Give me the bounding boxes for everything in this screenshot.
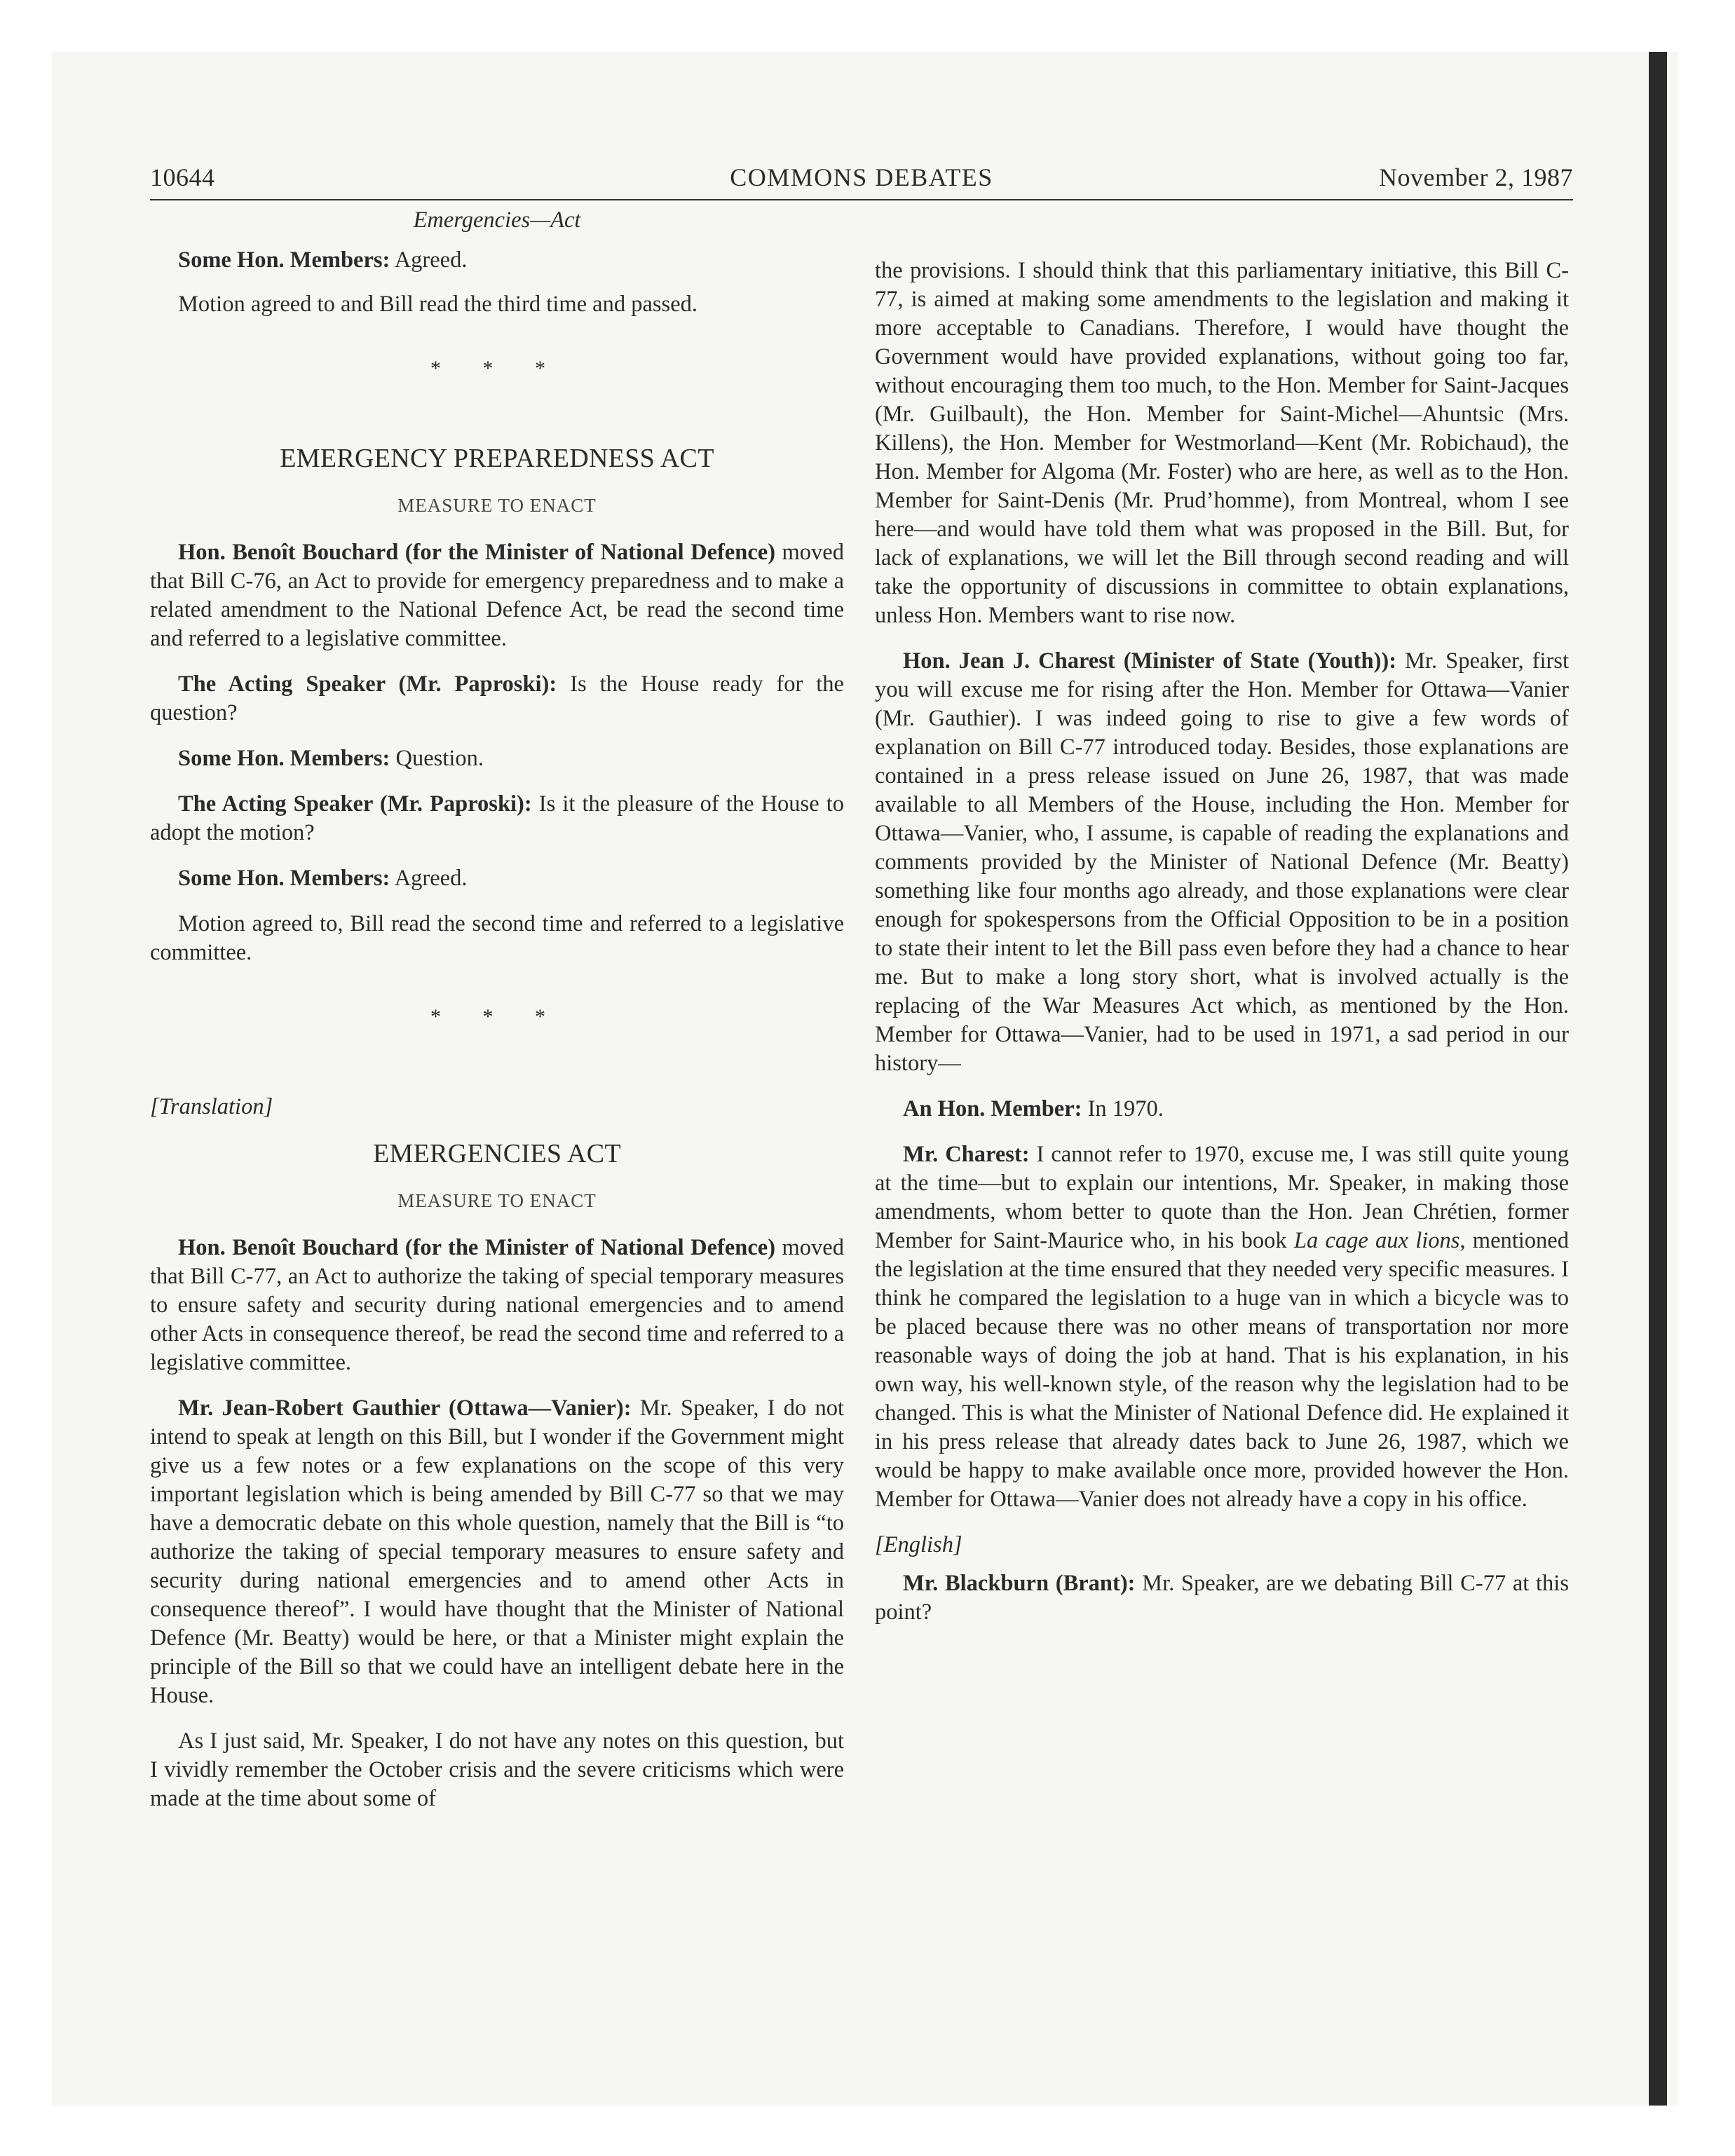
speech-text: moved that Bill C-76, an Act to provide for emergency preparedness and to make a related amendment to the National Defence Act, be read the second time and referred to a legislative committee. — [150, 540, 844, 651]
speaker-name: An Hon. Member: — [903, 1096, 1082, 1121]
paragraph: Motion agreed to, Bill read the second time and referred to a legislative committee. — [150, 911, 844, 965]
running-head: Emergencies—Act — [413, 207, 581, 233]
paragraph — [150, 744, 844, 773]
section-subheading: MEASURE TO ENACT — [397, 495, 597, 516]
language-marker: [English] — [875, 1532, 962, 1557]
speaker-name: The Acting Speaker (Mr. Paproski): — [178, 671, 557, 697]
section-subheading: MEASURE TO ENACT — [397, 1190, 597, 1211]
paragraph: the provisions. I should think that this parliamentary initiative, this Bill C-77, is aimed at making some amendments to the legislation and making it more acceptable to Canadians. Therefore, I would have thought the Government would have provided explanations, without going too far, without encouraging them too much, to the Hon. Member for Saint-Jacques (Mr. Guilbault), the Hon. Member for Saint-Michel—Ahuntsic (Mrs. Killens), the Hon. Member for Westmorland—Kent (Mr. Robichaud), the Hon. Member for Algoma (Mr. Foster) who are here, as well as to the Hon. Member for Saint-Denis (Mr. Prud’homme), from Montreal, whom I see here—and would have told them what was proposed in the Bill. But, for lack of explanations, we will let the Bill through second reading and will take the opportunity of discussions in committee to obtain explanations, unless Hon. Members want to rise now. — [875, 258, 1569, 628]
language-marker: [Translation] — [150, 1094, 273, 1119]
left-column — [150, 206, 844, 1830]
speaker-name: Some Hon. Members: — [178, 746, 390, 771]
speaker-name: Some Hon. Members: — [178, 247, 390, 273]
paragraph — [150, 1394, 844, 1710]
speech-text: Mr. Speaker, are we debating Bill C-77 at this point? — [875, 1571, 1569, 1625]
speaker-name: Mr. Jean-Robert Gauthier (Ottawa—Vanier): — [178, 1396, 632, 1421]
paragraph — [875, 647, 1569, 1078]
right-column — [875, 257, 1569, 1644]
page-header — [150, 163, 1573, 200]
paragraph — [150, 790, 844, 847]
section-heading: EMERGENCIES ACT — [373, 1139, 621, 1168]
speaker-name: Hon. Benoît Bouchard (for the Minister of National Defence) — [178, 1235, 776, 1260]
speech-text: Agreed. — [390, 247, 468, 273]
hansard-page — [150, 163, 1573, 1811]
paragraph — [150, 246, 844, 275]
speech-text: Is the House ready for the question? — [150, 671, 844, 725]
paragraph: As I just said, Mr. Speaker, I do not have any notes on this question, but I vividly remember the October crisis and the severe criticisms which were made at the time about some of — [150, 1728, 844, 1811]
speaker-name: Mr. Blackburn (Brant): — [903, 1571, 1136, 1596]
speaker-name: Mr. Charest: — [903, 1142, 1030, 1167]
speech-text: Agreed. — [390, 866, 468, 891]
paragraph — [875, 1569, 1569, 1627]
speech-text: Mr. Speaker, first you will excuse me for rising after the Hon. Member for Ottawa—Vanier (Mr. Gauthier). I was indeed going to rise to give a few words of explanation on Bill C-77 introduced today. Besides, those explanations are contained in a press release issued on June 26, 1987, that was made available to all Members of the House, including the Hon. Member for Ottawa—Vanier, who, I assume, is capable of reading the explanations and comments provided by the Minister of National Defence (Mr. Beatty) something like four months ago already, and those explanations were clear enough for spokespersons from the Official Opposition to be in a position to state their intent to let the Bill pass even before they had a chance to hear me. But to make a long story short, what is involved actually is the replacing of the War Measures Act which, as mentioned by the Hon. Member for Ottawa—Vanier, had to be used in 1971, a sad period in our history— — [875, 648, 1569, 1076]
section-separator: * * * — [430, 357, 564, 380]
section-separator: * * * — [430, 1005, 564, 1028]
speech-text: Mr. Speaker, I do not intend to speak at length on this Bill, but I wonder if the Government might give us a few notes or a few explanations on the scope of this very important legislation which is being amended by Bill C-77 so that we may have a democratic debate on this whole question, namely that the Bill is “to authorize the taking of special temporary measures to ensure safety and security during national emergencies and to amend other Acts in consequence thereof”. I would have thought that the Minister of National Defence (Mr. Beatty) would be here, or that a Minister might explain the principle of the Bill so that we could have an intelligent debate here in the House. — [150, 1396, 844, 1708]
scan-edge-shadow — [1649, 52, 1667, 2106]
speech-text: , mentioned the legislation at the time ensured that they needed very specific measures. I think he compared the legislation to a huge van in which a bicycle was to be placed because there was no other means of transportation nor more reasonable ways of doing the job at hand. That is his explanation, in his own way, his well-known style, of the reason why the legislation had to be changed. This is what the Minister of National Defence did. He explained it in his press release that already dates back to June 26, 1987, which we would be happy to make available once more, provided however the Hon. Member for Ottawa—Vanier does not already have a copy in his office. — [875, 1228, 1569, 1512]
page-date: November 2, 1987 — [1379, 163, 1573, 191]
section-heading: EMERGENCY PREPAREDNESS ACT — [280, 444, 714, 473]
speaker-name: Hon. Jean J. Charest (Minister of State (Youth)): — [903, 648, 1397, 674]
speaker-name: Some Hon. Members: — [178, 866, 390, 891]
speech-text: Is it the pleasure of the House to adopt the motion? — [150, 791, 844, 845]
speaker-name: Hon. Benoît Bouchard (for the Minister of National Defence) — [178, 540, 776, 565]
paragraph — [150, 538, 844, 653]
speech-text: Question. — [390, 746, 484, 771]
paragraph: Motion agreed to and Bill read the third time and passed. — [178, 292, 698, 317]
paragraph — [875, 1095, 1569, 1124]
page-number: 10644 — [150, 163, 215, 191]
speaker-name: The Acting Speaker (Mr. Paproski): — [178, 791, 532, 817]
speech-text: moved that Bill C-77, an Act to authorize the taking of special temporary measures to ensure safety and security during national emergencies and to amend other Acts in consequence thereof, be read the second time and referred to a legislative committee. — [150, 1235, 844, 1375]
speech-text: I cannot refer to 1970, excuse me, I was still quite young at the time—but to explain our intentions, Mr. Speaker, in making those amendments, whom better to quote than the Hon. Jean Chrétien, former Member for Saint-Maurice who, in his book — [875, 1142, 1570, 1253]
publication-title: COMMONS DEBATES — [730, 163, 993, 191]
paragraph — [150, 670, 844, 728]
paragraph — [150, 1234, 844, 1377]
paragraph — [150, 864, 844, 893]
book-title: La cage aux lions — [1293, 1228, 1460, 1253]
paragraph — [875, 1140, 1569, 1514]
speech-text: In 1970. — [1082, 1096, 1164, 1121]
